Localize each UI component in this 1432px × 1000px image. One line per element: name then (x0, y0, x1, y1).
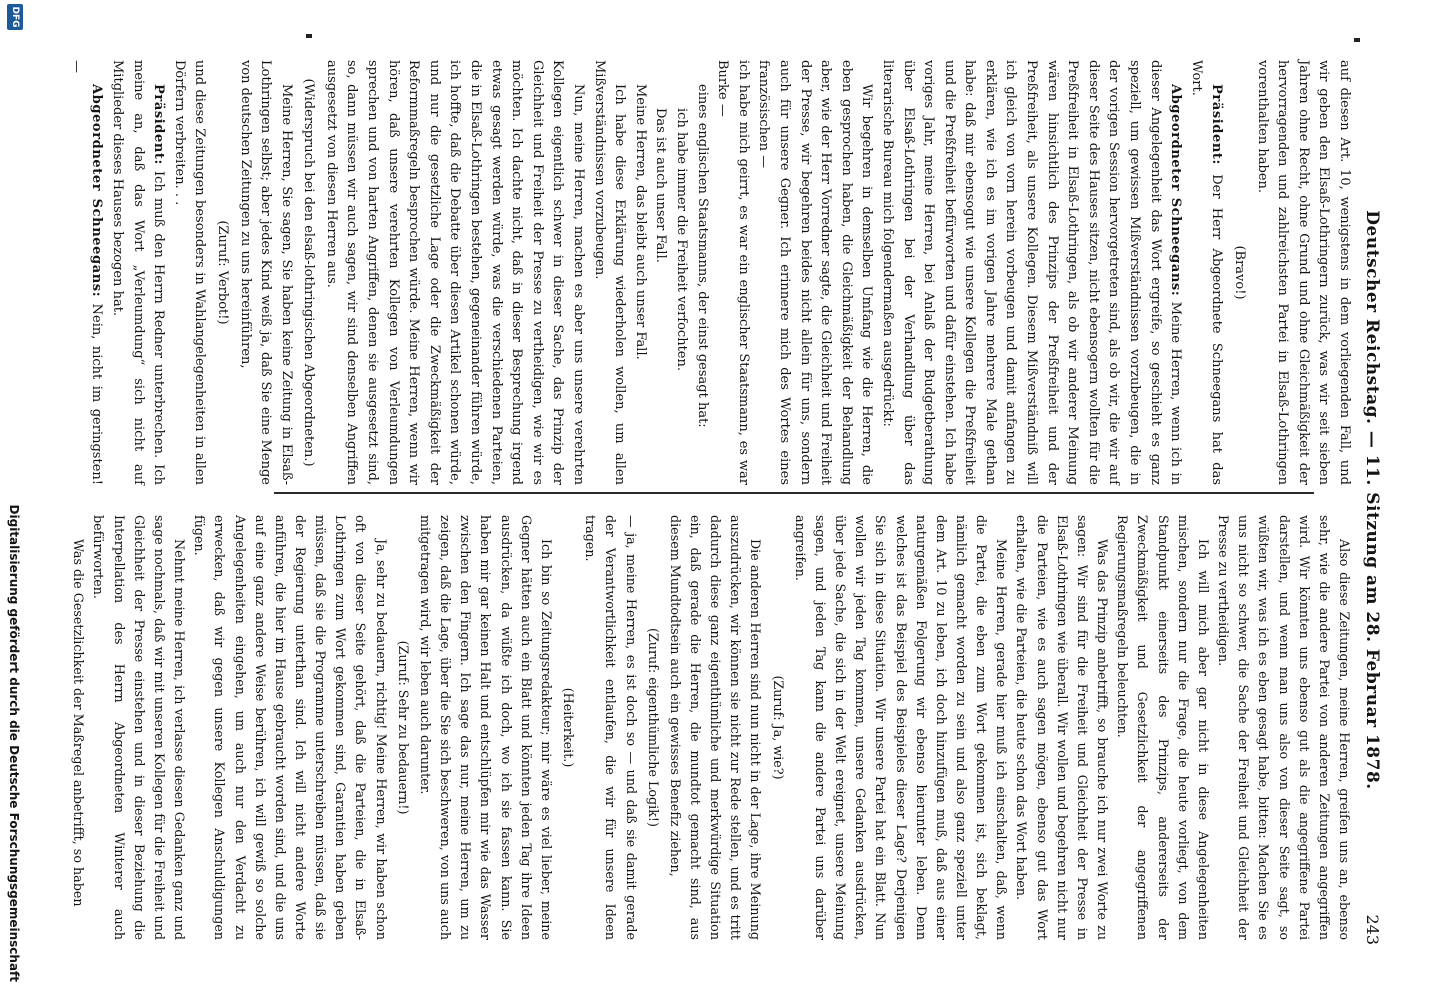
speaker-name: Abgeordneter Schneegans: (89, 84, 105, 298)
paragraph (1213, 515, 1354, 940)
paragraph-text: (Zuruf: eigenthümliche Logik!) (645, 628, 661, 827)
paragraph-text: eines englischen Staatsmanns, der einst gesagt hat: (694, 84, 710, 428)
quoted-passage (650, 108, 671, 485)
paragraph (753, 60, 877, 485)
paragraph-text: Nun, meine Herren, machen es aber uns unsere verehrten Kollegen eigentlich schwer in dieser Sache, das Prinzip der Gleichheit und Freiheit der Presse zu vertheidigen, wie wir es möchten. Ich dachte nicht, daß in dieser Besprechung irgend etwas gesagt werden würde, was die verschiedenen Parteien, die in Elsaß-Lothringen bestehen, gegeneinander führen würde, ich hoffte, daß die Debatte über diesen Artikel schonen würde, und nur die gesetzliche Lage oder die Zweckmäßigkeit der Reformmaßregeln besprochen würde. Meine Herren, wenn wir hören, daß unsere verehrten Kollegen von Verleumdungen sprechen und von harten Angriffen, denen sie ausgesetzt sind, so, dann müssen wir auch sagen, wir sind denselben Angriffen ausgesetzt von diesen Herren aus. (323, 60, 587, 485)
paragraph-text: Die anderen Herren sind nun nicht in der Lage, ihre Meinung auszudrücken, wir können sie nicht zur Rede stellen, und es tritt dadurch diese ganz eigenthümliche und merkwürdige Situation ein, daß gerade die Herren, die mundtot gemacht sind, aus diesem Mundtodtsein auch ein gewisses Benefiz ziehen, (667, 515, 764, 940)
stage-direction (393, 515, 413, 940)
speaker-name: Präsident: (151, 84, 167, 165)
paragraph-text: Meine Herren, gerade hier muß ich einschalten, daß, wenn die Partei, die eben zum Wort gekommen ist, sich beklagt, nämlich gemacht worden zu sein und also ganz speziell unter dem Art. 10 zu leben, ich doch hinzufügen muß, daß aus einer naturgemäßen Folgerung wir ebenso hierunter leben. Denn welches ist das Beispiel des Beispieles dieser Lage? Derjenigen Sie sich in diese Situation. Wir unsere Partei hat ein Blatt. Nun wollen wir jeden Tag kommen, unsere Gedanken ausdrücken, über jede Sache, die sich in der Welt ereignet, unsere Meinung sagen, und jeden Tag kann die andere Partei uns darüber angreifen. (792, 515, 1010, 940)
paragraph-text: auf diesen Art. 10, wenigstens in dem vorliegenden Fall, und wir geben den Elsaß-Lothringern zurück, was wir seit sieben Jahren ohne Recht, ohne Grund und ohne Gleichmäßigkeit der hervorragenden und zahlreichsten Partei in Elsaß-Lothringen vorenthalten haben. (1254, 60, 1352, 485)
running-title: Deutscher Reichstag. — 11. Sitzung am 28. Februar 1878. (1362, 210, 1382, 790)
paragraph-text: ich habe immer die Freiheit verfochten. (674, 108, 689, 372)
paragraph-text: Meine Herren, wenn ich in dieser Angelegenheit das Wort ergreife, so geschieht es ganz speziell, um gewissen Mißverständnissen vorzubeugen, die in der vorigen Session hervorgetreten sind, als ob wir, die wir auf dieser Seite des Hauses sitzen, nicht ebensogern wollten für die Preßfreiheit in Elsaß-Lothringen, als ob wir anderer Meinung wären hinsichtlich des Prinzips der Preßfreiheit und der Preßfreiheit, als unsere Kollegen. Diesem Mißverständniß will ich gleich von vorn herein vorbeugen und damit anfangen zu erklären, wie ich es im vorigen Jahre mehrere Male gethan habe: daß mir ebensogut wie unsere Kollegen die Preßfreiheit und die Preßfreiheit befürworten und dafür einstehen. Ich habe voriges Jahr, meine Herren, bei Anlaß der Budgetberathung über Elsaß-Lothringen bei der Verhandlung über das literarische Bureau mich folgendermaßen ausgedrückt: (879, 60, 1184, 485)
paragraph-text: Ich bin so Zeitungsredakteur; mir wäre es viel lieber, meine Gegner hätten auch ein Blatt und könnten jeden Tag ihre Ideen ausdrücken, da wüßte ich doch, wo ich sie fassen kann. Sie haben mir gar keinen Halt und entschlüpfen mir wie das Wasser zwischen den Fingern. Ich sage das nur, meine Herren, um zu zeigen, daß die Lage, über die Sie sich beschweren, von uns auch mitgetragen wird, wir leben auch darunter. (417, 515, 554, 940)
paragraph (665, 515, 766, 940)
paragraph-text: ich habe mich geirrt, es war ein englischer Staatsmann, es war Burke — (715, 60, 751, 485)
column-divider (274, 492, 1314, 494)
paragraph-text: Wir begehren in demselben Umfang wie die Herren, die eben gesprochen haben, die Gleichmäßigkeit der Behandlung aber, wie der Herr Vorredner sagte, die Gleichheit und Freiheit der Presse, wir begehren beides nicht allein für uns, sondern auch für unsere Gegner. Ich erinnere mich des Wortes eines französischen — (756, 60, 875, 485)
paragraph (320, 60, 588, 485)
paragraph-text: Meine Herren, Sie sagen, Sie haben keine Zeitung in Elsaß-Lothringen selbst; aber jedes Kind weiß ja, daß Sie eine Menge von deutschen Zeitungen zu uns hereinführen, (237, 60, 294, 485)
paragraph (168, 60, 209, 485)
page-footer (4, 0, 24, 1000)
dfg-logo: DFG (7, 4, 23, 30)
stage-direction (1228, 60, 1249, 485)
paragraph-text: — ja, meine Herren, es ist doch so — und daß sie damit gerade der Verantwortlichkeit entlaufen, die wir für unsere Ideen tragen. (583, 515, 639, 940)
scan-mark (1354, 38, 1360, 42)
paragraph (65, 60, 106, 485)
paragraph-text: Was das Prinzip anbetrifft, so brauche ich nur zwei Worte zu sagen: Wir sind für die Freiheit und Gleichheit der Presse in Elsaß-Lothringen wie überall. Wir wollen und begehren nicht nur die Parteien, wie es auch sagen mögen, ebenso gut das Wort erhalten, wie die Parteien, die heute schon das Wort haben. (1014, 515, 1111, 940)
paragraph-text: (Bravo!) (1232, 245, 1248, 300)
paragraph-text: Das ist auch unser Fall. (653, 108, 669, 263)
paragraph (88, 515, 189, 940)
paragraph (1185, 60, 1226, 485)
paragraph (68, 515, 88, 940)
quoted-passage (691, 84, 712, 485)
paragraph-text: (Zuruf: Ja, wie?) (770, 675, 786, 780)
paragraph (712, 60, 753, 485)
stage-direction (767, 515, 787, 940)
paragraph-text: Was die Gesetzlichkeit der Maßregel anbetrifft, so haben (71, 539, 87, 907)
paragraph-text: Ja, sehr zu bedauern, richtig! Meine Herren, wir haben schon oft von dieser Seite gehört, daß die Parteien, die in Elsaß-Lothringen zum Wort gekommen sind, Garantien haben geben müssen, daß sie die Programme unterschreiben müssen, daß sie der Regierung unterthan sind. Ich will nicht andere Worte anführen, die hier im Hause gebraucht worden sind, und die uns auf eine ganz andere Weise berühren, ich will gewiß so solche Angelegenheiten eingehen, um auch nur den Verdacht zu erwecken, daß wir gegen unsere Kollegen Anschuldigungen fügen. (192, 515, 389, 940)
paragraph (234, 60, 296, 485)
paragraph-text: Nehmt meine Herren, ich verlasse diesen Gedanken ganz und sage nochmals, daß wir mit unseren Kollegen für die Freiheit und Gleichheit der Presse einstehen und in dieser Beziehung die Interpellation des Herrn Abgeordneten Winterer auch befürworten. (91, 515, 188, 940)
page-header (1354, 55, 1384, 945)
paragraph (1112, 515, 1213, 940)
paragraph (588, 60, 629, 485)
paragraph-text: (Widerspruch bei den elsaß-lothringischen Abgeordneten.) (301, 78, 317, 467)
paragraph (106, 60, 168, 485)
paragraph-text: (Zuruf: Verbot!) (214, 220, 230, 325)
stage-direction (298, 60, 319, 485)
funding-caption: Digitalisierung gefördert durch die Deutsche Forschungsgemeinschaft (7, 504, 21, 982)
speaker-name: Abgeordneter Schneegans: (1168, 84, 1184, 297)
paragraph-text: und diese Zeitungen besonders in Wahlangelegenheiten in allen Dörfern verbreiten. . . (171, 60, 208, 485)
paragraph (876, 60, 1185, 485)
scan-mark (306, 34, 312, 38)
stage-direction (211, 60, 232, 485)
paragraph (189, 515, 391, 940)
paragraph-text: Der Herr Abgeordnete Schneegans hat das Wort. (1188, 60, 1225, 485)
stage-direction (643, 515, 663, 940)
quoted-passage (670, 108, 691, 485)
paragraph-text: (Heiterkeit.) (561, 687, 577, 768)
paragraph-text: (Zuruf: Sehr zu bedauern!) (395, 640, 411, 815)
paragraph (629, 60, 650, 485)
paragraph (580, 515, 640, 940)
paragraph-text: Meine Herren, das bleibt auch unser Fall. (632, 84, 648, 360)
paragraph-text: Ich habe diese Erklärung wiederholen wollen, um allen Mißverständnissen vorzubeugen. (591, 60, 628, 485)
paragraph-text: Ich will mich aber gar nicht in diese Angelegenheiten mischen, sondern nur die Frage, die heute vorliegt, von dem Standpunkt einerseits des Prinzips, andererseits der Zweckmäßigkeit und Gesetzlichkeit der angegriffenen Regierungsmaßregeln beleuchten. (1115, 515, 1211, 940)
paragraph-text: Ich muß den Herrn Redner unterbrechen. Ich meine an, daß das Wort „Verleumdung“ sich nicht auf Mitglieder dieses Hauses bezogen hat. (109, 60, 167, 485)
paragraph (1251, 60, 1354, 485)
stage-direction (558, 515, 578, 940)
paragraph (415, 515, 556, 940)
right-column (68, 515, 1354, 940)
left-column (65, 60, 1354, 485)
paragraph-text: Nein, nicht im geringsten! — (68, 60, 105, 485)
paragraph (1011, 515, 1112, 940)
speaker-name: Präsident: (1209, 84, 1225, 165)
page-number: 243 (1363, 914, 1382, 945)
paragraph-text: Also diese Zeitungen, meine Herren, greifen uns an, ebenso sehr, wie die andere Partei von anderen Zeitungen angegriffen wird. Wir könnten uns ebenso gut als die angegriffene Partei darstellen, und wenn man uns also von dieser Seite sagt, so wüßten wir, was ich es eben gesagt habe, bitten: Machen Sie es uns nicht so schwer, die Sache der Freiheit und Gleichheit der Presse zu vertheidigen. (1216, 515, 1352, 940)
paragraph (790, 515, 1012, 940)
